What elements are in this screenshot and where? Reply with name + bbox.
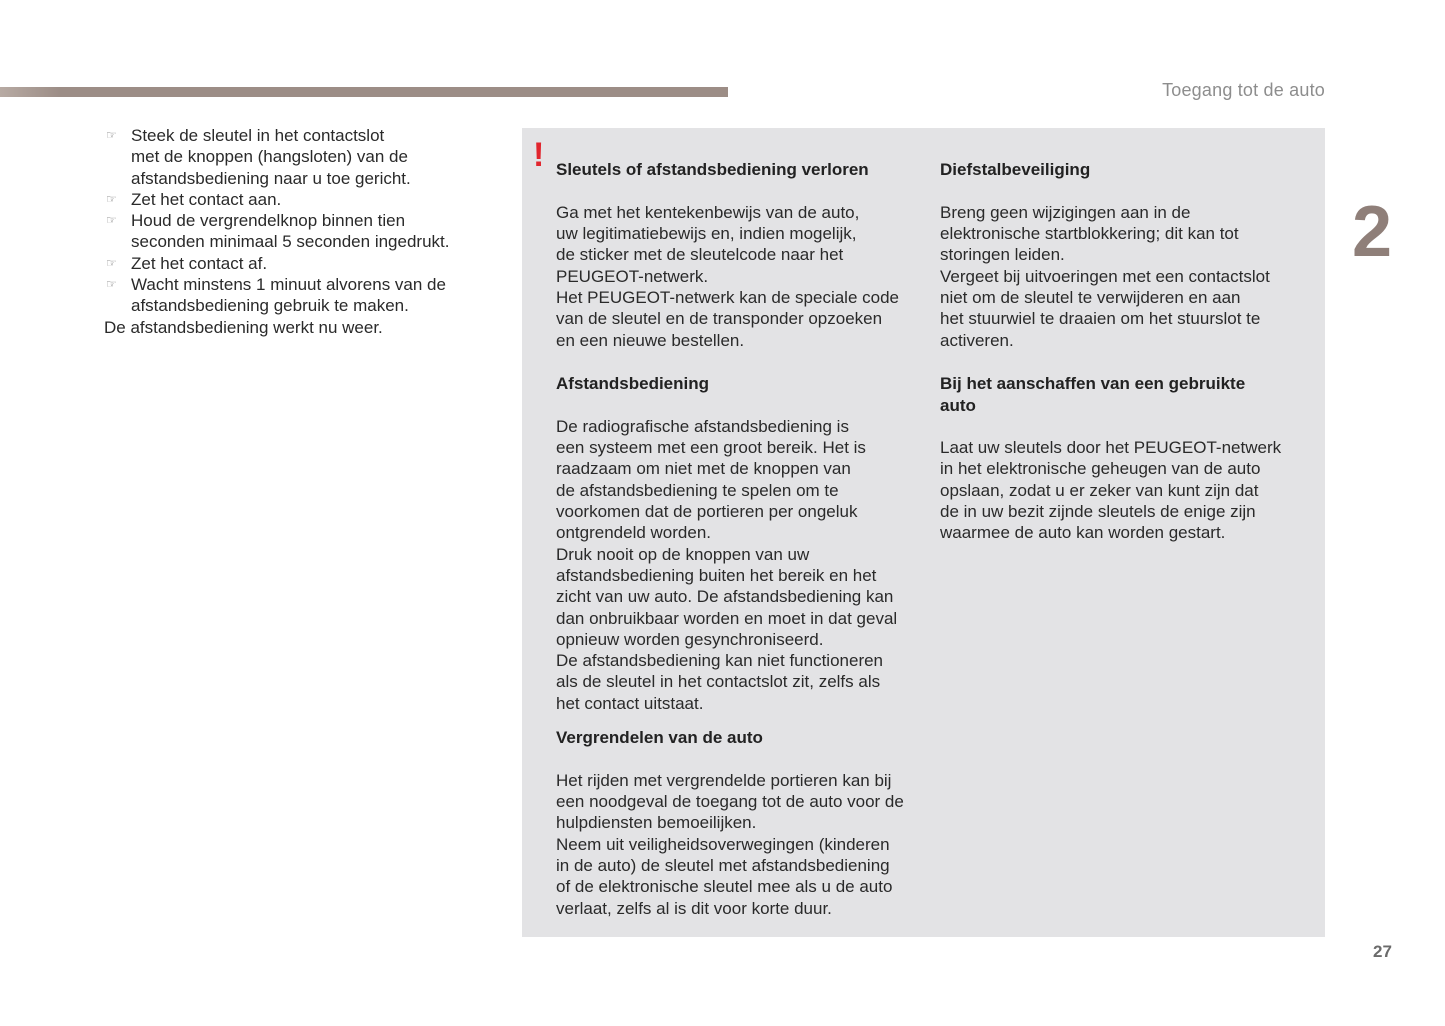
- instruction-step-text: Wacht minstens 1 minuut alvorens van de afstandsbediening gebruik te maken.: [131, 275, 446, 316]
- hand-pointer-icon: ☞: [106, 213, 117, 228]
- used-car-heading: Bij het aanschaffen van een gebruikte auto: [940, 374, 1246, 415]
- warning-exclamation-icon: !: [533, 136, 545, 174]
- locking-section: [556, 706, 931, 940]
- instruction-step-text: Houd de vergrendelknop binnen tien seconden minimaal 5 seconden ingedrukt.: [131, 211, 450, 252]
- locking-heading: Vergrendelen van de auto: [556, 728, 763, 748]
- hand-pointer-icon: ☞: [106, 255, 117, 270]
- used-car-body: Laat uw sleutels door het PEUGEOT-netwerk in het elektronische geheugen van de auto opslaan, zodat u er zeker van kunt zijn dat de in uw bezit zijnde sleutels de enige zijn waarmee de auto kan worden gestart.: [940, 438, 1282, 543]
- instruction-step: [104, 274, 494, 317]
- instruction-step-text: Steek de sleutel in het contactslot met de knoppen (hangsloten) van de afstandsbediening naar u toe gericht.: [131, 126, 411, 188]
- instruction-step: [104, 253, 494, 274]
- lost-keys-section: [556, 138, 931, 372]
- header-bar: [0, 87, 728, 97]
- lost-keys-heading: Sleutels of afstandsbediening verloren: [556, 160, 869, 180]
- instruction-step-text: Zet het contact aan.: [131, 189, 282, 209]
- conclusion-text: De afstandsbediening werkt nu weer.: [104, 317, 383, 337]
- hand-pointer-icon: ☞: [106, 277, 117, 292]
- instruction-step: [104, 125, 494, 189]
- remote-control-section: [556, 352, 931, 735]
- chapter-number: 2: [1352, 192, 1393, 272]
- used-car-section: [940, 352, 1315, 565]
- instruction-step: [104, 210, 494, 253]
- hand-pointer-icon: ☞: [106, 128, 117, 142]
- instruction-step: [104, 189, 494, 210]
- locking-body: Het rijden met vergrendelde portieren kan bij een noodgeval de toegang tot de auto voor de hulpdiensten bemoeilijken. Neem uit veiligheidsoverwegingen (kinderen in de auto) de sleutel met afstandsbediening of de elektronische sleutel mee als u de auto verlaat, zelfs al is dit voor korte duur.: [556, 770, 904, 918]
- instruction-step-text: Zet het contact af.: [131, 253, 268, 273]
- page-number: 27: [1373, 942, 1392, 961]
- remote-control-body: De radiografische afstandsbediening is een systeem met een groot bereik. Het is raadzaam om niet met de knoppen van de afstandsbediening te spelen om te voorkomen dat de portieren per ongeluk ontgrendeld worden. Druk nooit op de knoppen van uw afstandsbediening buiten het bereik en het zicht van uw auto. De afstandsbediening kan dan onbruikbaar worden en moet in dat geval opnieuw worden gesynchroniseerd. De afstandsbediening kan niet functioneren als de sleutel in het contactslot zit, zelfs als het contact uitstaat.: [556, 416, 898, 713]
- hand-pointer-icon: ☞: [106, 191, 117, 206]
- instruction-column: [104, 125, 494, 338]
- anti-theft-heading: Diefstalbeveiliging: [940, 160, 1091, 180]
- anti-theft-body: Breng geen wijzigingen aan in de elektronische startblokkering; dit kan tot storingen leiden. Vergeet bij uitvoeringen met een contactslot niet om de sleutel te verwijderen en aan het stuurwiel te draaien om het stuurslot te activeren.: [940, 202, 1270, 350]
- remote-control-heading: Afstandsbediening: [556, 374, 710, 394]
- anti-theft-section: [940, 138, 1315, 372]
- lost-keys-body: Ga met het kentekenbewijs van de auto, uw legitimatiebewijs en, indien mogelijk, de sticker met de sleutelcode naar het PEUGEOT-netwerk. Het PEUGEOT-netwerk kan de speciale code van de sleutel en de transponder opzoeken en een nieuwe bestellen.: [556, 202, 899, 350]
- section-title: Toegang tot de auto: [1162, 80, 1325, 100]
